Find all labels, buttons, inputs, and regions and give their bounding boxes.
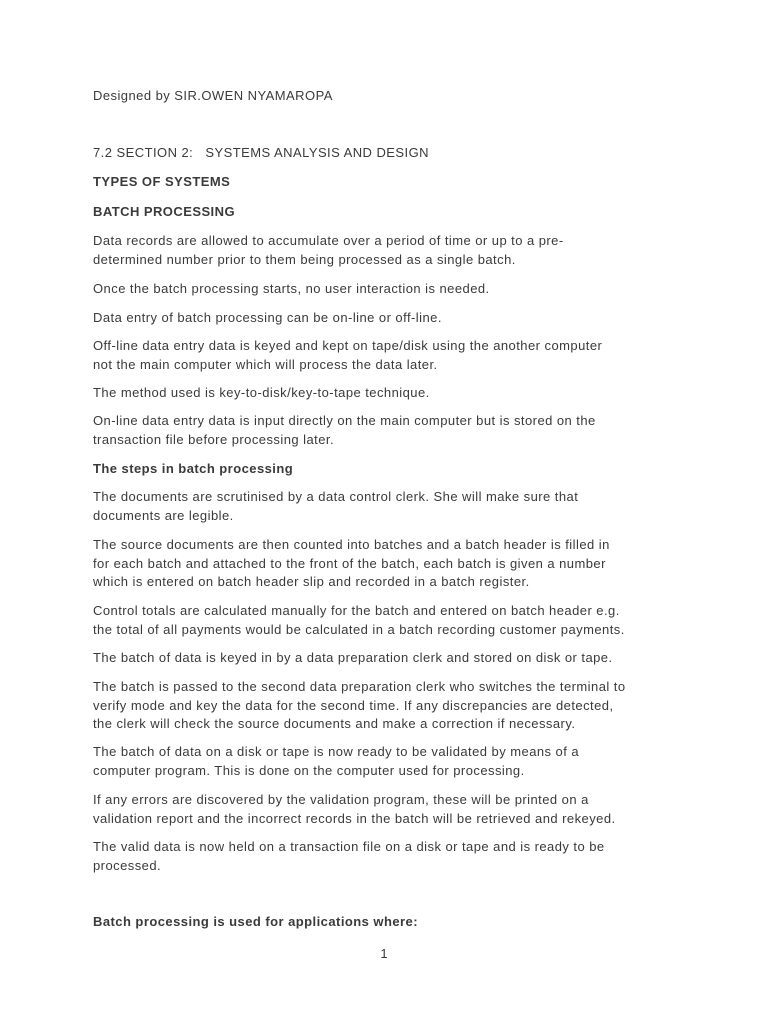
step-5-line-3: the clerk will check the source documents and make a correction if necessary. <box>93 716 576 731</box>
step-2-line-2: for each batch and attached to the front of the batch, each batch is given a number <box>93 555 606 571</box>
step-4-line-1: The batch of data is keyed in by a data preparation clerk and stored on disk or tape. <box>93 650 613 665</box>
heading-types-of-systems: TYPES OF SYSTEMS <box>93 174 231 189</box>
step-3-line-1: Control totals are calculated manually for the batch and entered on batch header e.g. <box>93 603 620 618</box>
paragraph-6-line-2: transaction file before processing later. <box>93 431 335 447</box>
step-2-line-1: The source documents are then counted into batches and a batch header is filled in <box>93 537 610 552</box>
applications-heading: Batch processing is used for applications where: <box>93 914 419 929</box>
step-7 <box>93 791 683 828</box>
step-2 <box>93 536 683 592</box>
step-2-line-3: which is entered on batch header slip and recorded in a batch register. <box>93 574 530 589</box>
step-7-line-2: validation report and the incorrect records in the batch will be retrieved and rekeyed. <box>93 810 616 826</box>
step-1-line-2: documents are legible. <box>93 507 234 523</box>
paragraph-2 <box>93 280 683 299</box>
step-5-line-1: The batch is passed to the second data preparation clerk who switches the terminal to <box>93 679 626 694</box>
paragraph-2-line-1: Once the batch processing starts, no user interaction is needed. <box>93 281 490 296</box>
designer-credit: Designed by SIR.OWEN NYAMAROPA <box>93 88 333 103</box>
paragraph-6-line-1: On-line data entry data is input directly on the main computer but is stored on the <box>93 413 596 428</box>
step-4 <box>93 649 683 668</box>
paragraph-1-line-2: determined number prior to them being processed as a single batch. <box>93 251 516 267</box>
paragraph-1-line-1: Data records are allowed to accumulate over a period of time or up to a pre- <box>93 233 564 248</box>
step-8-line-2: processed. <box>93 857 162 873</box>
page-number: 1 <box>380 946 388 961</box>
step-6-line-2: computer program. This is done on the computer used for processing. <box>93 762 525 778</box>
heading-batch-processing: BATCH PROCESSING <box>93 204 236 219</box>
steps-heading: The steps in batch processing <box>93 461 294 476</box>
paragraph-5-line-1: The method used is key-to-disk/key-to-tape technique. <box>93 385 430 400</box>
step-1-line-1: The documents are scrutinised by a data control clerk. She will make sure that <box>93 489 579 504</box>
document-page <box>93 0 683 1024</box>
paragraph-4-line-2: not the main computer which will process the data later. <box>93 356 438 372</box>
step-7-line-1: If any errors are discovered by the validation program, these will be printed on a <box>93 792 589 807</box>
step-3 <box>93 602 683 639</box>
step-5-line-2: verify mode and key the data for the second time. If any discrepancies are detected, <box>93 697 614 713</box>
step-6 <box>93 743 683 780</box>
step-5 <box>93 678 683 734</box>
step-3-line-2: the total of all payments would be calculated in a batch recording customer payments. <box>93 621 625 637</box>
section-title-text: 7.2 SECTION 2: SYSTEMS ANALYSIS AND DESIGN <box>93 145 429 160</box>
paragraph-6 <box>93 412 683 449</box>
step-8 <box>93 838 683 875</box>
section-title <box>93 144 429 162</box>
paragraph-4-line-1: Off-line data entry data is keyed and kept on tape/disk using the another computer <box>93 338 603 353</box>
paragraph-1 <box>93 232 683 269</box>
step-1 <box>93 488 683 525</box>
paragraph-4 <box>93 337 683 374</box>
step-8-line-1: The valid data is now held on a transaction file on a disk or tape and is ready to be <box>93 839 605 854</box>
paragraph-5 <box>93 384 683 403</box>
paragraph-3 <box>93 309 683 328</box>
step-6-line-1: The batch of data on a disk or tape is now ready to be validated by means of a <box>93 744 580 759</box>
paragraph-3-line-1: Data entry of batch processing can be on-line or off-line. <box>93 310 442 325</box>
